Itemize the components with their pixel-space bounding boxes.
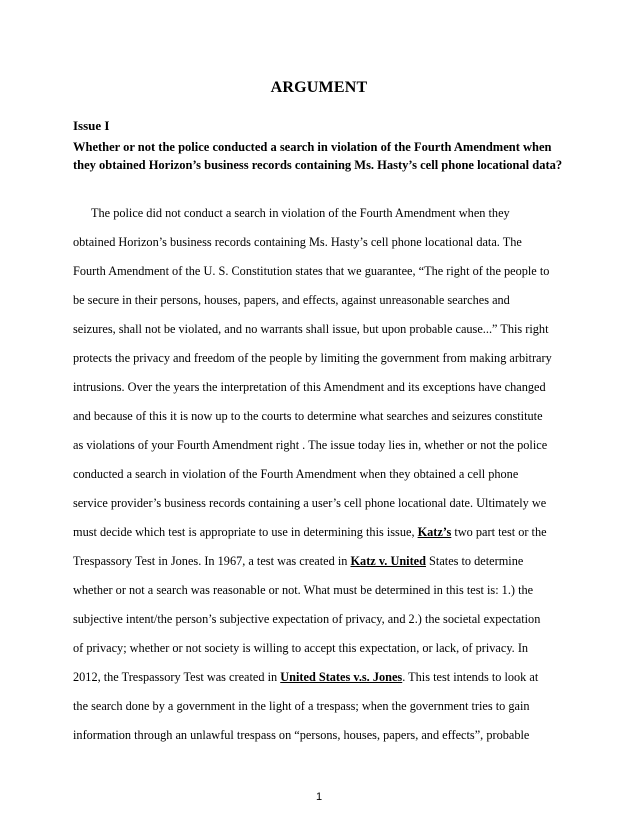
body-text-span: two part test or the bbox=[451, 525, 547, 539]
body-text-span: States to determine bbox=[425, 554, 524, 568]
body-line: service provider’s business records containing a user’s cell phone locational date. Ultimately we bbox=[73, 496, 547, 510]
issue-label: Issue I bbox=[73, 118, 110, 133]
body-line: as violations of your Fourth Amendment right . The issue today lies in, whether or not the police bbox=[73, 438, 548, 452]
katz-v-united-link[interactable]: Katz v. United bbox=[350, 554, 426, 568]
issue-question: Whether or not the police conducted a search in violation of the Fourth Amendment when they obtained Horizon’s business records containing Ms. Hasty’s cell phone locational data? bbox=[73, 140, 563, 172]
body-line bbox=[73, 553, 573, 582]
body-line: and because of this it is now up to the courts to determine what searches and seizures constitute bbox=[73, 409, 543, 423]
body-line: seizures, shall not be violated, and no warrants shall issue, but upon probable cause...” This right bbox=[73, 322, 549, 336]
body-line: the search done by a government in the light of a trespass; when the government tries to gain bbox=[73, 699, 530, 713]
body-text-span: Trespassory Test in Jones. In 1967, a test was created in bbox=[73, 554, 351, 568]
body-line: be secure in their persons, houses, papers, and effects, against unreasonable searches and bbox=[73, 293, 510, 307]
body-line: subjective intent/the person’s subjective expectation of privacy, and 2.) the societal expectation bbox=[73, 612, 541, 626]
body-text-span: . This test intends to look at bbox=[402, 670, 539, 684]
body-line: intrusions. Over the years the interpretation of this Amendment and its exceptions have changed bbox=[73, 380, 546, 394]
body-line: obtained Horizon’s business records containing Ms. Hasty’s cell phone locational data. The bbox=[73, 235, 522, 249]
body-line bbox=[73, 524, 573, 553]
section-heading: ARGUMENT bbox=[270, 79, 368, 96]
katz-link[interactable]: Katz’s bbox=[417, 525, 452, 539]
united-states-v-jones-link[interactable]: United States v.s. Jones bbox=[280, 670, 403, 684]
body-text-span: must decide which test is appropriate to use in determining this issue, bbox=[73, 525, 418, 539]
body-line: Fourth Amendment of the U. S. Constitution states that we guarantee, “The right of the people to bbox=[73, 264, 550, 278]
body-line: The police did not conduct a search in violation of the Fourth Amendment when they bbox=[91, 206, 510, 220]
page-number: 1 bbox=[315, 791, 323, 803]
body-line: conducted a search in violation of the Fourth Amendment when they obtained a cell phone bbox=[73, 467, 519, 481]
body-text bbox=[73, 205, 573, 756]
body-line bbox=[73, 669, 573, 698]
body-line: whether or not a search was reasonable or not. What must be determined in this test is: 1.) the bbox=[73, 583, 534, 597]
body-line: information through an unlawful trespass on “persons, houses, papers, and effects”, probable bbox=[73, 728, 530, 742]
body-line: of privacy; whether or not society is willing to accept this expectation, or lack, of privacy. In bbox=[73, 641, 529, 655]
body-line: protects the privacy and freedom of the people by limiting the government from making arbitrary bbox=[73, 351, 552, 365]
body-text-span: 2012, the Trespassory Test was created in bbox=[73, 670, 281, 684]
